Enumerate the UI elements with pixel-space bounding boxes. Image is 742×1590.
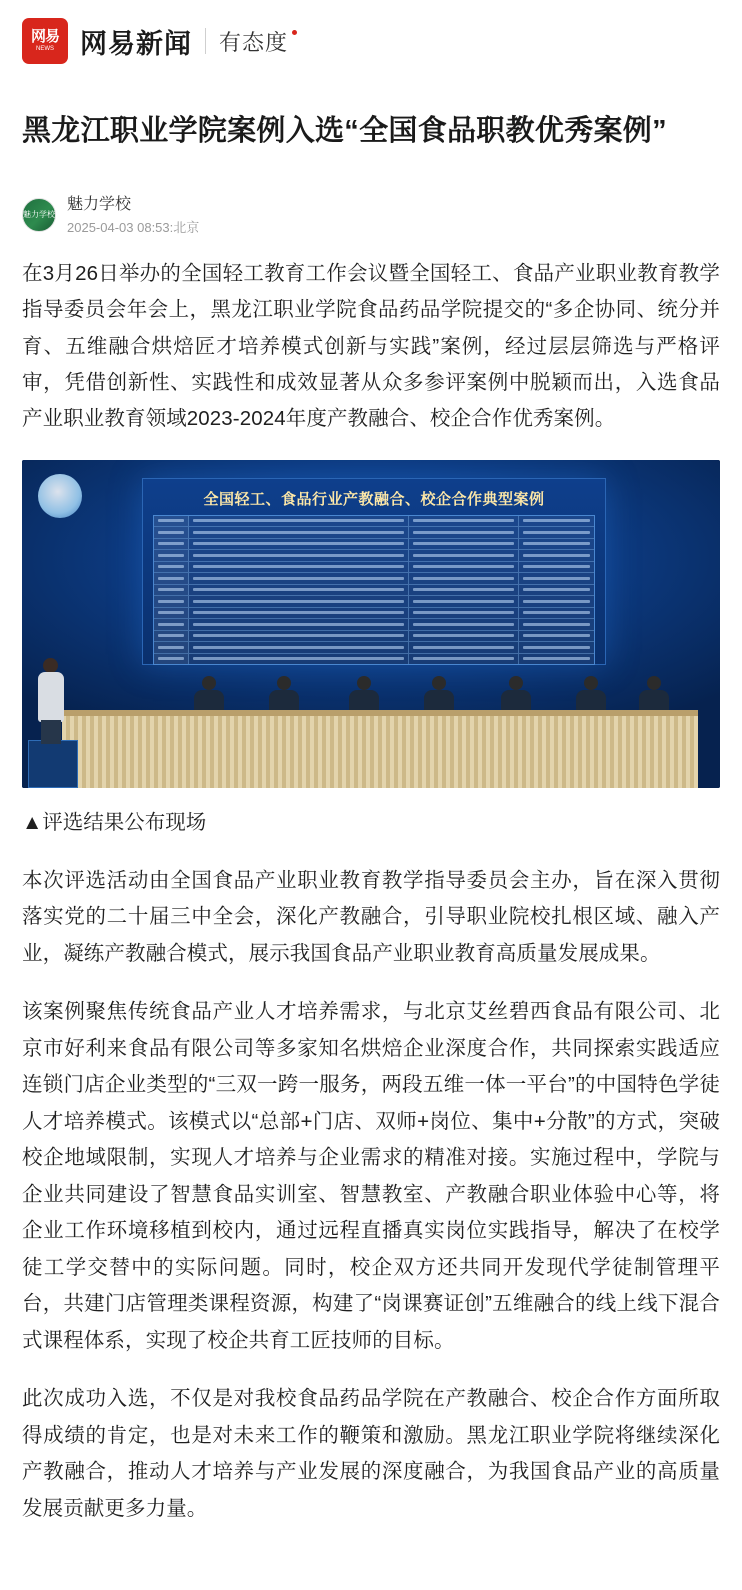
slogan-dot-icon (292, 30, 297, 35)
figure-caption: ▲评选结果公布现场 (22, 810, 207, 834)
table-row (154, 631, 594, 643)
table-row (154, 654, 594, 665)
page-title: 黑龙江职业学院案例入选“全国食品职教优秀案例” (22, 115, 667, 148)
paragraph: 该案例聚焦传统食品产业人才培养需求，与北京艾丝碧西食品有限公司、北京市好利来食品有限公司等多家知名烘焙企业深度合作，共同探索实践适应连锁门店企业类型的“三双一跨一服务，两段五维一体一平台”的中国特色学徒人才培养模式。该模式以“总部+门店、双师+岗位、集中+分散”的方式，突破校企地域限制，实现人才培养与企业需求的精准对接。实施过程中，学院与企业共同建设了智慧食品实训室、智慧教室、产教融合职业体验中心等，将企业工作环境移植到校内，通过远程直播真实岗位实践指导，解决了在校学徒工学交替中的实际问题。同时，校企双方还共同开发现代学徒制管理平台，共建门店管理类课程资源，构建了“岗课赛证创”五维融合的线上线下混合式课程体系，实现了校企共育工匠技师的目标。 (22, 1000, 720, 1352)
table-row (154, 562, 594, 574)
table-row (154, 619, 594, 631)
paragraph: 此次成功入选，不仅是对我校食品药品学院在产教融合、校企合作方面所取得成绩的肯定，也是对未来工作的鞭策和激励。黑龙江职业学院将继续深化产教融合，推动人才培养与产业发展的深度融合，为我国食品产业的高质量发展贡献更多力量。 (22, 1387, 720, 1520)
brand-slogan (219, 26, 288, 57)
table-row (154, 516, 594, 528)
netease-logo[interactable] (22, 18, 68, 64)
table-row (154, 585, 594, 597)
article-body (0, 244, 742, 1556)
byline (0, 171, 742, 244)
stage-desk (62, 710, 698, 788)
paragraph: 在3月26日举办的全国轻工教育工作会议暨全国轻工、食品产业职业教育教学指导委员会年会上，黑龙江职业学院食品药品学院提交的“多企协同、统分并育、五维融合烘焙匠才培养模式创新与实践”案例，经过层层筛选与严格评审，凭借创新性、实践性和成效显著从众多参评案例中脱颖而出，入选食品产业职业教育领域2023-2024年度产教融合、校企合作优秀案例。 (22, 261, 720, 431)
table-row (154, 550, 594, 562)
conference-photo[interactable] (22, 460, 720, 788)
brand-slogan-text: 有态度 (219, 29, 289, 55)
avatar[interactable]: 魅力学校 (22, 198, 56, 232)
table-row (154, 608, 594, 620)
byline-text (67, 193, 199, 238)
article-figure (22, 460, 720, 841)
logo-text: 网易 (30, 28, 59, 46)
table-row (154, 539, 594, 551)
brand-name[interactable]: 网易新闻 (80, 28, 192, 59)
panel-members (62, 664, 698, 716)
author-name[interactable]: 魅力学校 (67, 195, 132, 213)
publish-meta: 2025-04-03 08:53:北京 (67, 220, 200, 236)
emblem-icon (38, 474, 82, 518)
stage-screen (142, 478, 606, 665)
screen-title: 全国轻工、食品行业产教融合、校企合作典型案例 (203, 490, 545, 508)
table-row (154, 527, 594, 539)
brand-header (0, 0, 742, 78)
table-row (154, 573, 594, 585)
table-row (154, 642, 594, 654)
table-row (154, 596, 594, 608)
speaker-person (36, 658, 66, 744)
brand-divider (205, 28, 206, 54)
podium (28, 740, 78, 788)
logo-subtext: NEWS (36, 46, 54, 53)
screen-table (153, 515, 595, 666)
paragraph: 本次评选活动由全国食品产业职业教育教学指导委员会主办，旨在深入贯彻落实党的二十届三中全会，深化产教融合，引导职业院校扎根区域、融入产业，凝练产教融合模式，展示我国食品产业职业教育高质量发展成果。 (22, 868, 720, 965)
